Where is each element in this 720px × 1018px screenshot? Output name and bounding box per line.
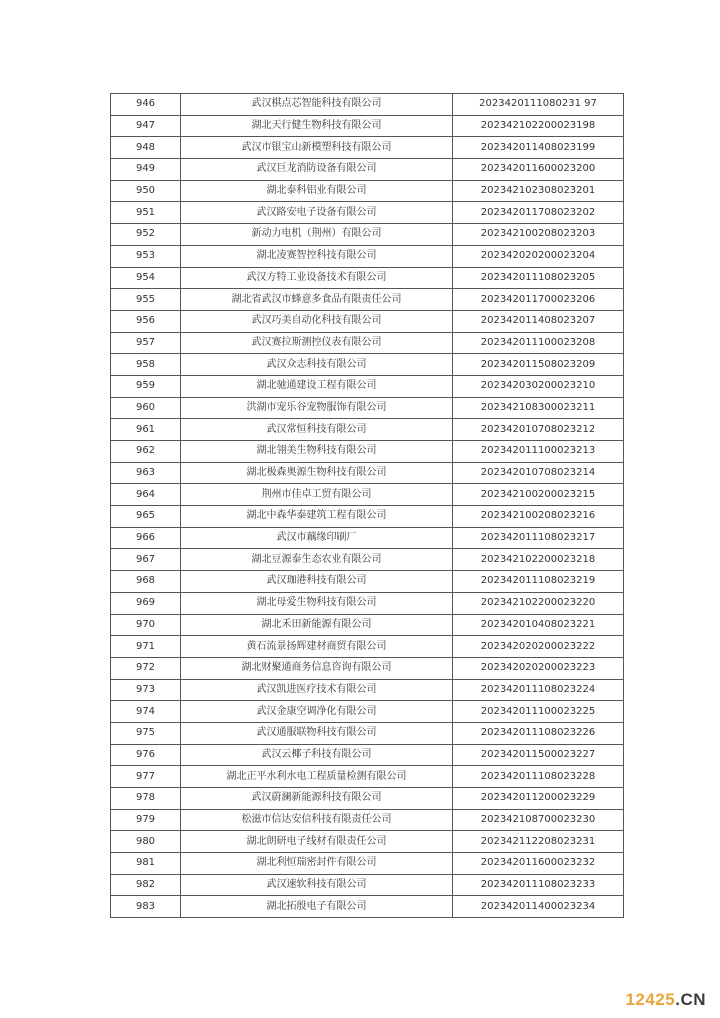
registration-code: 202342011508023209: [453, 354, 624, 376]
company-name: 黄石流景扬辉建材商贸有限公司: [181, 636, 453, 658]
table-row: [111, 159, 624, 181]
registration-code: 202342102308023201: [453, 180, 624, 202]
row-number: 949: [111, 159, 181, 181]
registration-code: 202342112208023231: [453, 831, 624, 853]
registration-code: 202342011108023219: [453, 571, 624, 593]
registration-code: 202342011500023227: [453, 744, 624, 766]
row-number: 979: [111, 809, 181, 831]
row-number: 982: [111, 874, 181, 896]
row-number: 954: [111, 267, 181, 289]
table-row: [111, 289, 624, 311]
registration-code: 202342011100023208: [453, 332, 624, 354]
row-number: 952: [111, 224, 181, 246]
table-row: [111, 332, 624, 354]
company-name: 武汉云椰子科技有限公司: [181, 744, 453, 766]
registration-code: 202342020200023204: [453, 245, 624, 267]
row-number: 958: [111, 354, 181, 376]
table-row: [111, 614, 624, 636]
table-body: [111, 94, 624, 918]
registration-code: 202342030200023210: [453, 375, 624, 397]
row-number: 951: [111, 202, 181, 224]
registration-code: 202342011108023233: [453, 874, 624, 896]
table-row: [111, 419, 624, 441]
table-row: [111, 744, 624, 766]
company-name: 湖北翎美生物科技有限公司: [181, 441, 453, 463]
row-number: 966: [111, 527, 181, 549]
registration-code: 202342011600023232: [453, 853, 624, 875]
registration-code: 202342020200023222: [453, 636, 624, 658]
table-row: [111, 441, 624, 463]
table-row: [111, 354, 624, 376]
registration-code: 202342011600023200: [453, 159, 624, 181]
row-number: 947: [111, 115, 181, 137]
row-number: 956: [111, 310, 181, 332]
company-name: 武汉通服联物科技有限公司: [181, 722, 453, 744]
registration-code: 202342011408023199: [453, 137, 624, 159]
registration-code: 202342011108023205: [453, 267, 624, 289]
registration-code: 202342010408023221: [453, 614, 624, 636]
company-name: 武汉蔚澜新能源科技有限公司: [181, 788, 453, 810]
row-number: 962: [111, 441, 181, 463]
table-row: [111, 701, 624, 723]
table-row: [111, 375, 624, 397]
table-row: [111, 397, 624, 419]
company-name: 湖北朗研电子线材有限责任公司: [181, 831, 453, 853]
company-name: 湖北天行健生物科技有限公司: [181, 115, 453, 137]
company-name: 武汉巧美自动化科技有限公司: [181, 310, 453, 332]
table-row: [111, 679, 624, 701]
table-row: [111, 766, 624, 788]
company-name: 湖北泰科铝业有限公司: [181, 180, 453, 202]
company-name: 武汉珈港科技有限公司: [181, 571, 453, 593]
company-name: 武汉常恒科技有限公司: [181, 419, 453, 441]
company-name: 荆州市佳卓工贸有限公司: [181, 484, 453, 506]
table-row: [111, 202, 624, 224]
company-name: 湖北省武汉市蜂意多食品有限责任公司: [181, 289, 453, 311]
row-number: 955: [111, 289, 181, 311]
registration-code: 202342011100023213: [453, 441, 624, 463]
registration-code: 202342011100023225: [453, 701, 624, 723]
table-row: [111, 657, 624, 679]
company-name: 武汉凯进医疗技术有限公司: [181, 679, 453, 701]
table-row: [111, 137, 624, 159]
registration-code: 202342011108023228: [453, 766, 624, 788]
table-row: [111, 245, 624, 267]
row-number: 950: [111, 180, 181, 202]
table-row: [111, 527, 624, 549]
table-row: [111, 809, 624, 831]
row-number: 968: [111, 571, 181, 593]
registration-code: 202342011700023206: [453, 289, 624, 311]
company-name: 武汉市藕缘印刷厂: [181, 527, 453, 549]
company-name: 湖北禾田新能源有限公司: [181, 614, 453, 636]
table-row: [111, 831, 624, 853]
row-number: 973: [111, 679, 181, 701]
row-number: 983: [111, 896, 181, 918]
row-number: 953: [111, 245, 181, 267]
registration-code: 202342011408023207: [453, 310, 624, 332]
table-row: [111, 310, 624, 332]
site-watermark: [625, 990, 706, 1010]
registration-code: 202342010708023212: [453, 419, 624, 441]
registration-code: 202342020200023223: [453, 657, 624, 679]
company-list-table: [110, 93, 624, 918]
row-number: 946: [111, 94, 181, 116]
row-number: 981: [111, 853, 181, 875]
table-row: [111, 484, 624, 506]
registration-code: 202342102200023218: [453, 549, 624, 571]
company-name: 武汉方特工业设备技术有限公司: [181, 267, 453, 289]
table-row: [111, 896, 624, 918]
row-number: 980: [111, 831, 181, 853]
company-name: 湖北拓殷电子有限公司: [181, 896, 453, 918]
company-name: 武汉赛拉斯测控仪表有限公司: [181, 332, 453, 354]
registration-code: 202342102200023220: [453, 592, 624, 614]
registration-code: 202342100208023203: [453, 224, 624, 246]
table-row: [111, 853, 624, 875]
row-number: 961: [111, 419, 181, 441]
table-row: [111, 462, 624, 484]
registration-code: 202342102200023198: [453, 115, 624, 137]
registration-code: 202342011108023217: [453, 527, 624, 549]
table-row: [111, 874, 624, 896]
row-number: 959: [111, 375, 181, 397]
registration-code: 202342011400023234: [453, 896, 624, 918]
registration-code: 202342108700023230: [453, 809, 624, 831]
registration-code: 202342108300023211: [453, 397, 624, 419]
row-number: 960: [111, 397, 181, 419]
row-number: 975: [111, 722, 181, 744]
company-name: 武汉市银宝山新模塑科技有限公司: [181, 137, 453, 159]
table-row: [111, 267, 624, 289]
row-number: 965: [111, 506, 181, 528]
table-row: [111, 506, 624, 528]
row-number: 969: [111, 592, 181, 614]
company-name: 洪湖市宠乐谷宠物服饰有限公司: [181, 397, 453, 419]
company-name: 湖北驰通建设工程有限公司: [181, 375, 453, 397]
table-row: [111, 636, 624, 658]
registration-code: 202342011108023224: [453, 679, 624, 701]
watermark-digits: 12425: [625, 990, 676, 1009]
row-number: 972: [111, 657, 181, 679]
company-name: 武汉路安电子设备有限公司: [181, 202, 453, 224]
company-name: 松滋市信达安信科技有限责任公司: [181, 809, 453, 831]
row-number: 957: [111, 332, 181, 354]
registration-code: 2023420111080231 97: [453, 94, 624, 116]
row-number: 974: [111, 701, 181, 723]
company-name: 湖北极森奥源生物科技有限公司: [181, 462, 453, 484]
table-row: [111, 549, 624, 571]
company-name: 新动力电机（荆州）有限公司: [181, 224, 453, 246]
company-name: 武汉速软科技有限公司: [181, 874, 453, 896]
row-number: 963: [111, 462, 181, 484]
registration-code: 202342011200023229: [453, 788, 624, 810]
registration-code: 202342011708023202: [453, 202, 624, 224]
company-name: 湖北财聚通商务信息咨询有限公司: [181, 657, 453, 679]
row-number: 967: [111, 549, 181, 571]
row-number: 977: [111, 766, 181, 788]
company-name: 武汉棋点芯智能科技有限公司: [181, 94, 453, 116]
company-name: 武汉众志科技有限公司: [181, 354, 453, 376]
table-row: [111, 224, 624, 246]
registration-code: 202342100208023216: [453, 506, 624, 528]
company-name: 湖北中森华泰建筑工程有限公司: [181, 506, 453, 528]
table-row: [111, 94, 624, 116]
company-name: 湖北利恒瑞密封件有限公司: [181, 853, 453, 875]
row-number: 971: [111, 636, 181, 658]
table-row: [111, 592, 624, 614]
company-name: 武汉巨龙消防设备有限公司: [181, 159, 453, 181]
row-number: 978: [111, 788, 181, 810]
watermark-domain: .CN: [675, 990, 706, 1009]
table-row: [111, 115, 624, 137]
table-row: [111, 180, 624, 202]
company-name: 湖北豆源泰生态农业有限公司: [181, 549, 453, 571]
row-number: 964: [111, 484, 181, 506]
company-name: 湖北凌赛智控科技有限公司: [181, 245, 453, 267]
row-number: 970: [111, 614, 181, 636]
registration-code: 202342011108023226: [453, 722, 624, 744]
table-row: [111, 788, 624, 810]
table-row: [111, 722, 624, 744]
registration-code: 202342010708023214: [453, 462, 624, 484]
registration-code: 202342100200023215: [453, 484, 624, 506]
row-number: 948: [111, 137, 181, 159]
table-row: [111, 571, 624, 593]
row-number: 976: [111, 744, 181, 766]
company-name: 湖北正平水利水电工程质量检测有限公司: [181, 766, 453, 788]
company-name: 湖北母爱生物科技有限公司: [181, 592, 453, 614]
company-name: 武汉金康空调净化有限公司: [181, 701, 453, 723]
